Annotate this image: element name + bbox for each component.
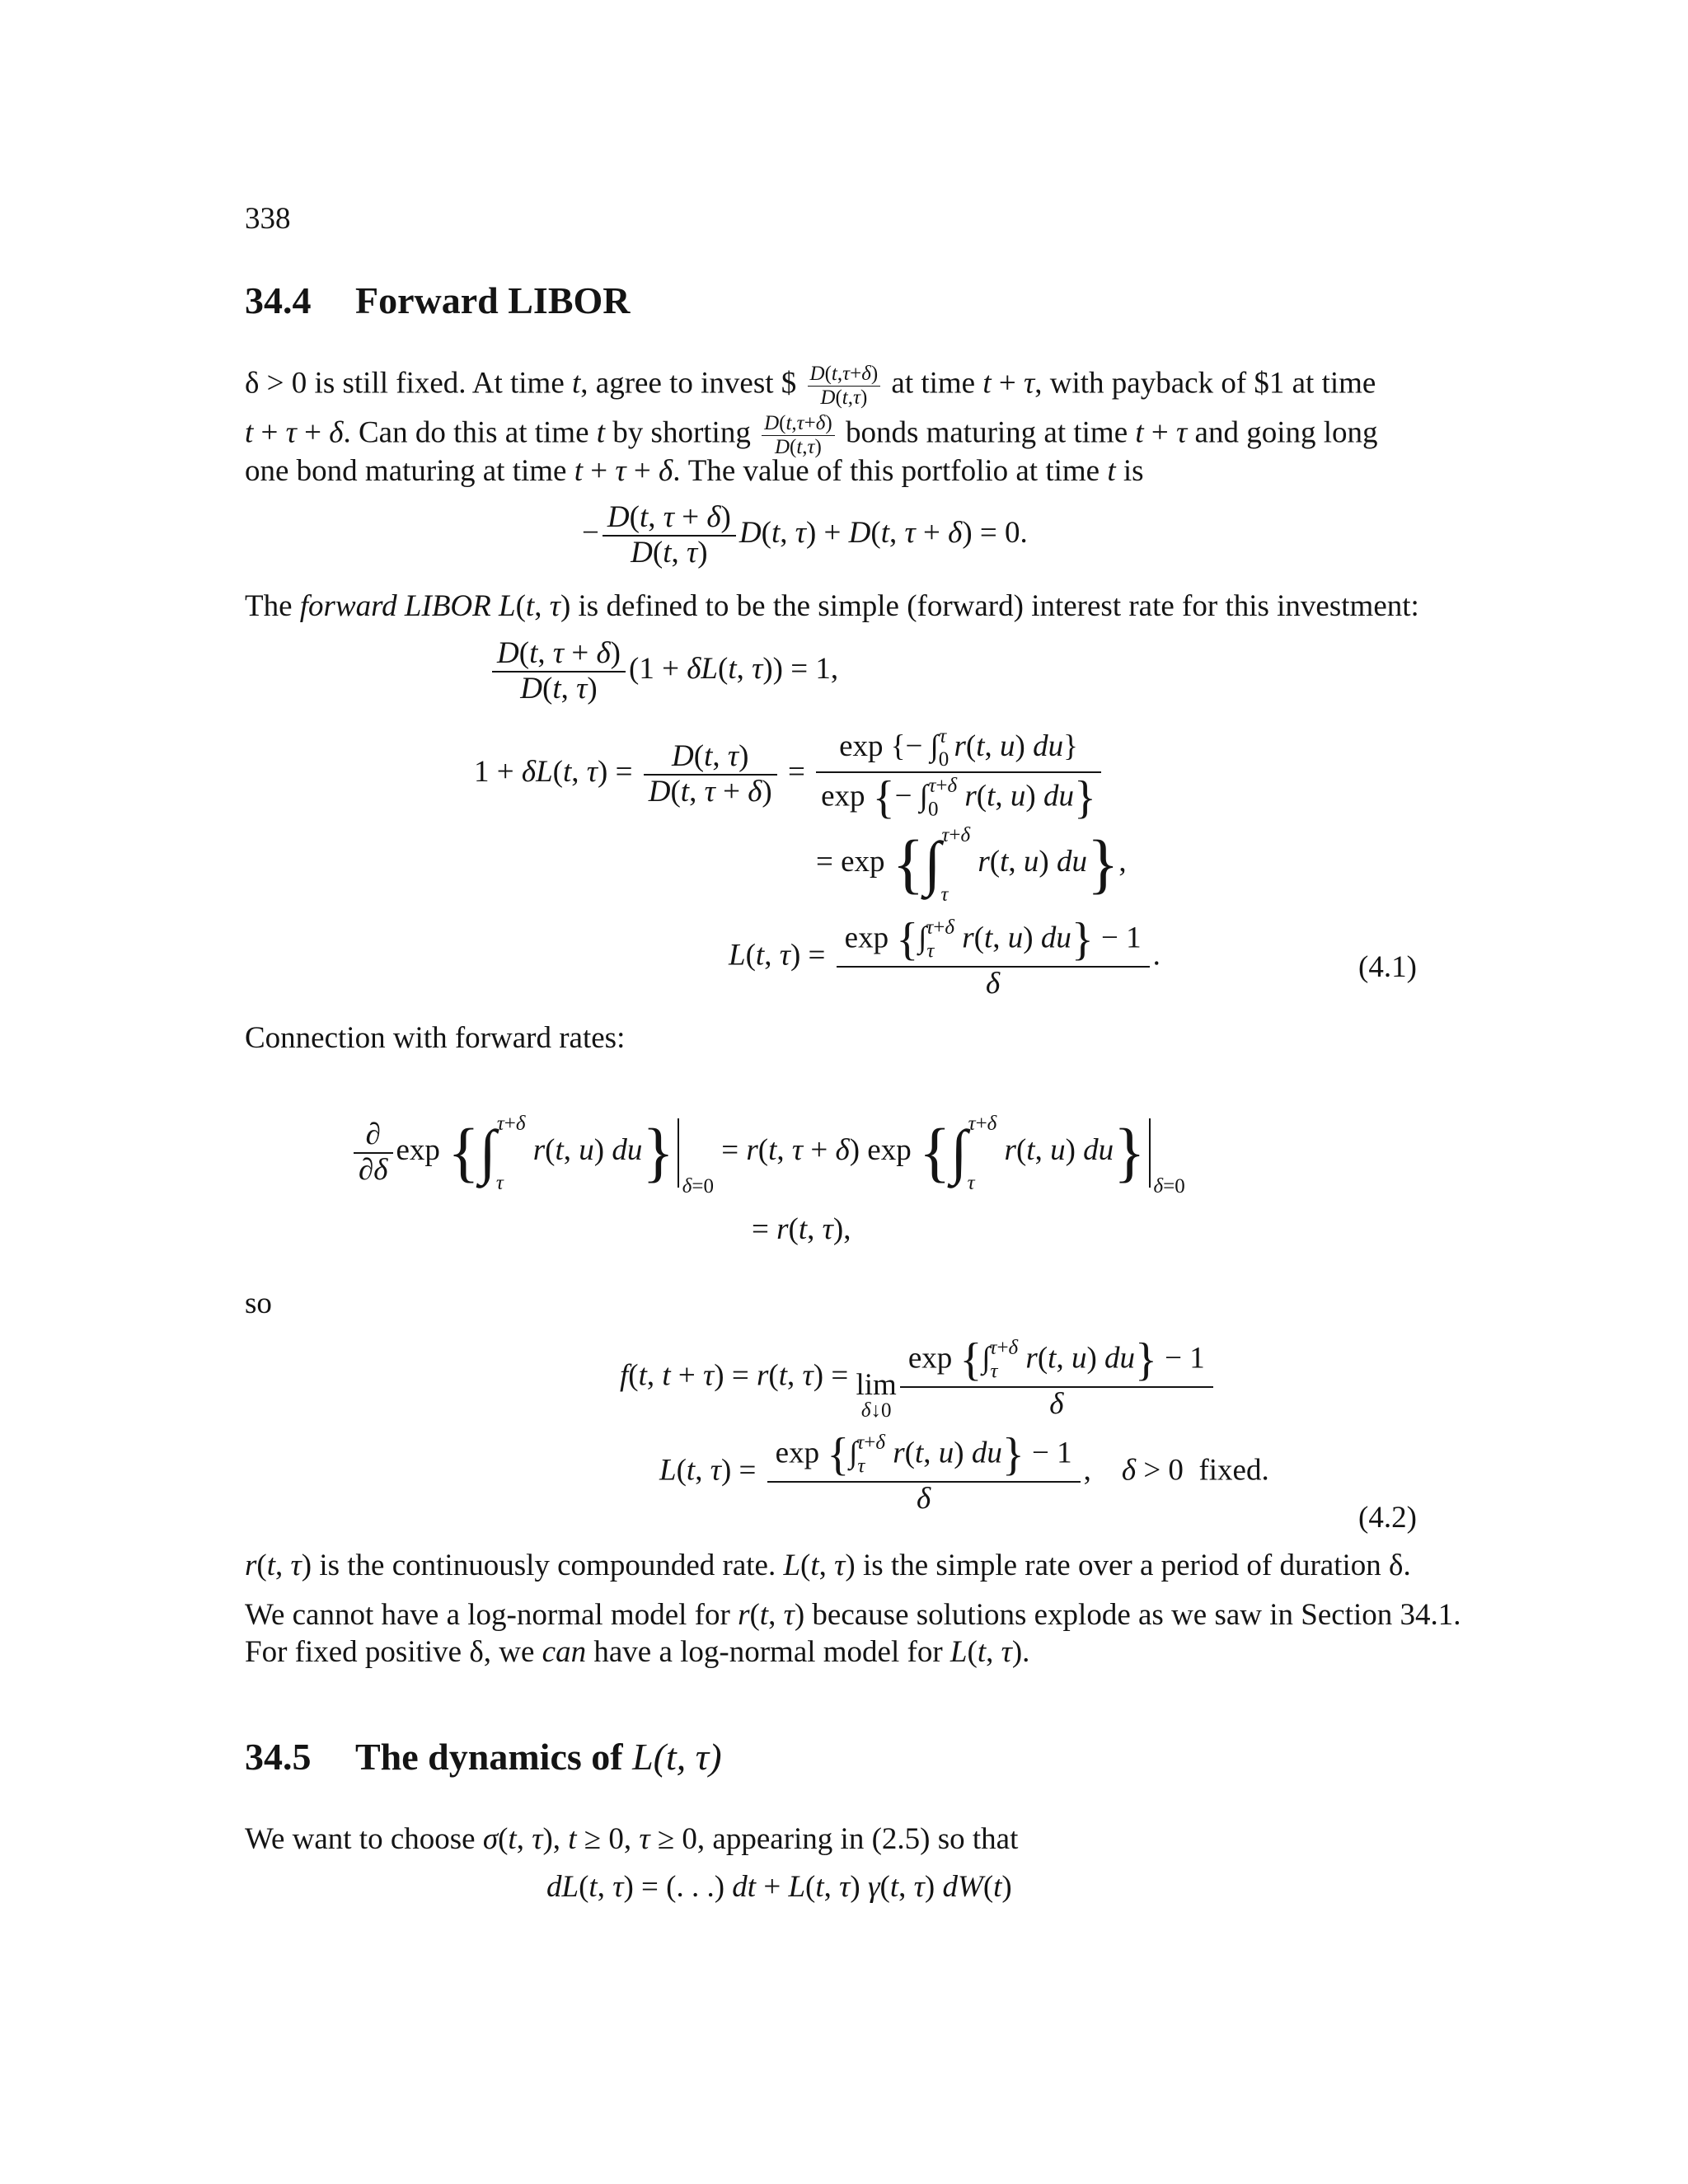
equation-derivative-result: = r(t, τ),	[752, 1212, 851, 1246]
inline-fraction: $\frac{D(t,\tau+\delta)}{D(t,\tau)}$	[762, 412, 835, 458]
paragraph-line: Connection with forward rates:	[245, 1021, 626, 1055]
paragraph-line: so	[245, 1286, 272, 1320]
equation-derivative: $\frac{\partial}{\partial\delta}$ $\exp \{\int_\tau^{\tau+\delta}$ r(t, u) du} $_{\delta=0}$ = r(t, τ + δ) $\exp \{\int_\tau^{\tau+\delta}$ r(t, u) du} $_{\delta=0}$	[350, 1113, 1185, 1198]
equation-libor-exp: = $\exp \{\int_\tau^{\tau+\delta}$ r(t, u) du},	[816, 824, 1127, 906]
equation-number: (4.2)	[1358, 1501, 1417, 1535]
equation-number: (4.1)	[1358, 950, 1417, 984]
paragraph-line: δ > 0 is still fixed. At time t, agree to invest $ $\frac{D(t,\tau+\delta)}{D(t,\tau)}$ at time t + τ, with payback of $1 at time	[245, 363, 1376, 409]
equation-libor-ratio: 1 + δL(t, τ) = $\frac{D(t, \tau)}{D(t, \tau + \delta)}$ = $\frac{\exp \{- \int_0^\tau r(t, u) du\}}{\exp \{- \int_0^{\tau+\delta} r(t, u) du\}}$	[474, 725, 1104, 823]
inline-fraction: $\frac{D(t,\tau+\delta)}{D(t,\tau)}$	[808, 363, 881, 409]
section-title-math: L(t, τ)	[632, 1736, 722, 1778]
paragraph-line: one bond maturing at time t + τ + δ. The value of this portfolio at time t is	[245, 454, 1144, 488]
paragraph-line: We cannot have a log-normal model for r(t, τ) because solutions explode as we saw in Section 34.1.	[245, 1598, 1461, 1632]
page-number: 338	[245, 202, 291, 236]
equation-libor-fixed: L(t, τ) = $\frac{\exp \{\int_\tau^{\tau+\delta} r(t, u) du\} - 1}{\delta}$ , δ > 0 fixed.	[659, 1429, 1269, 1516]
paragraph-line: For fixed positive δ, we can have a log-normal model for L(t, τ).	[245, 1635, 1030, 1669]
paragraph-line: We want to choose σ(t, τ), t ≥ 0, τ ≥ 0, appearing in (2.5) so that	[245, 1822, 1019, 1856]
section-heading-34-4	[245, 279, 631, 322]
equation-dynamics: dL(t, τ) = (. . .) dt + L(t, τ) γ(t, τ) dW(t)	[546, 1870, 1012, 1904]
paragraph-line: r(t, τ) is the continuously compounded rate. L(t, τ) is the simple rate over a period of duration δ.	[245, 1549, 1411, 1582]
paragraph-line: t + τ + δ. Can do this at time t by shorting $\frac{D(t,\tau+\delta)}{D(t,\tau)}$ bonds maturing at time t + τ and going long	[245, 412, 1378, 458]
equation-portfolio-value: − $\frac{D(t, \tau + \delta)}{D(t, \tau)}$ D(t, τ) + D(t, τ + δ) = 0.	[582, 500, 1028, 569]
section-title: The dynamics of	[355, 1736, 633, 1778]
section-number: 34.5	[245, 1736, 312, 1778]
section-title: Forward LIBOR	[355, 279, 631, 321]
equation-libor-def: $\frac{D(t, \tau + \delta)}{D(t, \tau)}$ (1 + δL(t, τ)) = 1,	[489, 637, 838, 705]
section-number: 34.4	[245, 279, 312, 321]
paragraph-line: The forward LIBOR L(t, τ) is defined to be the simple (forward) interest rate for this investment:	[245, 589, 1419, 623]
equation-forward-rate: f(t, t + τ) = r(t, τ) = lim δ↓0 $\frac{\exp \{\int_\tau^{\tau+\delta} r(t, u) du\} - 1}{\delta}$	[620, 1335, 1217, 1421]
equation-libor-formula: L(t, τ) = $\frac{\exp \{\int_\tau^{\tau+\delta} r(t, u) du\} - 1}{\delta}$ .	[729, 914, 1160, 1001]
section-heading-34-5	[245, 1735, 722, 1779]
